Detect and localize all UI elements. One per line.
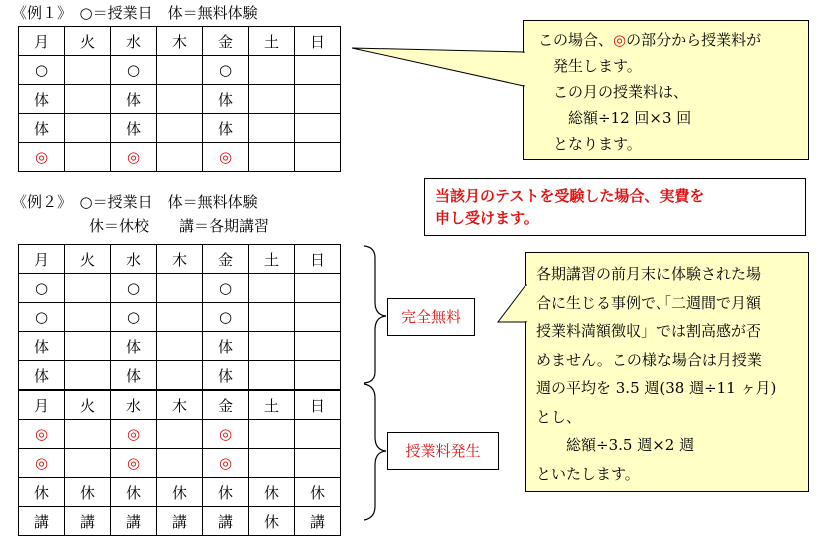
- table-cell: 講: [203, 507, 249, 536]
- callout-line: この月の授業料は、: [538, 83, 689, 101]
- table-cell: 日: [295, 245, 341, 274]
- table-cell: 体: [111, 332, 157, 361]
- table-cell: 火: [65, 245, 111, 274]
- table-cell: 体: [111, 114, 157, 143]
- table-cell: ○: [111, 274, 157, 303]
- table-cell: 講: [157, 507, 203, 536]
- callout-line: とし、: [536, 407, 582, 426]
- table-cell: 日: [295, 390, 341, 420]
- table-cell: 金: [203, 245, 249, 274]
- table-cell: 休: [249, 478, 295, 507]
- table-cell: ◎: [203, 420, 249, 449]
- table-cell: ◎: [111, 143, 157, 172]
- callout-line: といたします。: [536, 464, 640, 483]
- table-cell: 講: [295, 507, 341, 536]
- table-cell: ○: [203, 56, 249, 85]
- callout-line: この場合、◎の部分から授業料が: [538, 31, 762, 49]
- table-cell: 休: [65, 478, 111, 507]
- table-cell: 水: [111, 27, 157, 56]
- table-cell: ◎: [111, 449, 157, 478]
- double-circle-mark: ◎: [613, 31, 627, 49]
- callout-line: 授業料満額徴収」では割高感が否: [536, 322, 762, 340]
- table-cell: 体: [19, 114, 65, 143]
- table-cell: 土: [249, 245, 295, 274]
- free-label-box: 完全無料: [387, 298, 475, 336]
- table-cell: 土: [249, 390, 295, 420]
- table-cell: ○: [19, 303, 65, 332]
- callout-line: 発生します。: [538, 57, 642, 75]
- table-cell: 休: [295, 478, 341, 507]
- table-cell: ◎: [203, 143, 249, 172]
- fee-label-box: 授業料発生: [387, 432, 499, 470]
- table-cell: 火: [65, 27, 111, 56]
- table-cell: ◎: [19, 449, 65, 478]
- table-cell: 休: [19, 478, 65, 507]
- table-cell: ○: [111, 56, 157, 85]
- table-cell: 体: [19, 361, 65, 391]
- table-cell: 日: [295, 27, 341, 56]
- table-cell: 金: [203, 390, 249, 420]
- table-cell: 月: [19, 245, 65, 274]
- table-cell: ○: [19, 56, 65, 85]
- table-cell: 木: [157, 245, 203, 274]
- table-cell: 土: [249, 27, 295, 56]
- table-cell: 休: [249, 507, 295, 536]
- table-cell: 休: [157, 478, 203, 507]
- callout-line: 週の平均を 3.5 週(38 週÷11 ヶ月): [536, 379, 777, 397]
- table-cell: 講: [65, 507, 111, 536]
- callout-line: となります。: [538, 135, 642, 153]
- callout-line: 各期講習の前月末に体験された場: [536, 265, 762, 283]
- table-cell: 体: [19, 332, 65, 361]
- table-cell: 体: [203, 114, 249, 143]
- callout-line: 合に生じる事例で､｢二週間で月額: [536, 293, 762, 312]
- table-cell: ◎: [19, 143, 65, 172]
- table-cell: ◎: [203, 449, 249, 478]
- table-cell: ○: [203, 303, 249, 332]
- table-cell: 講: [111, 507, 157, 536]
- table-cell: 体: [203, 361, 249, 391]
- table-cell: ◎: [111, 420, 157, 449]
- table-cell: 月: [19, 27, 65, 56]
- brace-fee: [364, 384, 386, 520]
- table-cell: 金: [203, 27, 249, 56]
- table-cell: ○: [19, 274, 65, 303]
- table-cell: 火: [65, 390, 111, 420]
- table-cell: ○: [111, 303, 157, 332]
- table-cell: 体: [111, 85, 157, 114]
- table-cell: 水: [111, 245, 157, 274]
- notice-line: 申し受けます。: [435, 209, 539, 227]
- callout-line: めません。この様な場合は月授業: [536, 350, 762, 369]
- callout-line: 総額÷3.5 週×2 週: [536, 436, 695, 454]
- table-cell: 水: [111, 390, 157, 420]
- table-cell: 講: [19, 507, 65, 536]
- brace-free: [364, 246, 386, 383]
- example2-subtitle: 休＝休校 講＝各期講習: [89, 217, 270, 235]
- table-cell: 木: [157, 390, 203, 420]
- table-cell: 体: [203, 85, 249, 114]
- callout2-pointer: [498, 285, 526, 322]
- table-cell: 体: [203, 332, 249, 361]
- example2-title: 《例２》 ○＝授業日 体＝無料体験: [12, 193, 258, 211]
- callout-line: 総額÷12 回×3 回: [538, 109, 692, 127]
- notice-line: 当該月のテストを受験した場合、実費を: [435, 187, 705, 205]
- table-cell: ◎: [19, 420, 65, 449]
- table-cell: 月: [19, 390, 65, 420]
- table-cell: 木: [157, 27, 203, 56]
- table-cell: 休: [203, 478, 249, 507]
- example1-title: 《例１》 ○＝授業日 体＝無料体験: [12, 4, 258, 22]
- table-cell: ○: [203, 274, 249, 303]
- table-cell: 休: [111, 478, 157, 507]
- table-cell: 体: [19, 85, 65, 114]
- table-cell: 体: [111, 361, 157, 391]
- callout1-pointer: [352, 48, 524, 86]
